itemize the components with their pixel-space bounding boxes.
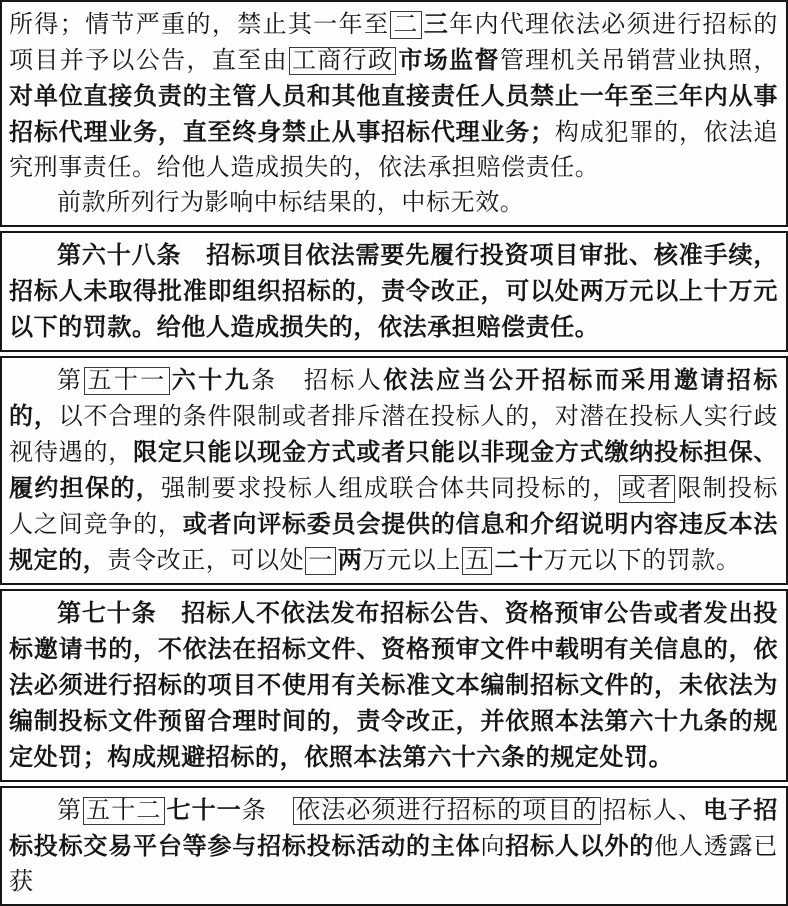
paragraph — [9, 363, 778, 579]
regular-text: 条 — [241, 798, 293, 824]
deleted-text-boxed: 五 — [462, 547, 493, 575]
added-text: 或者向评标委员会提供的信息和介绍说明内容违反本法规定的， — [9, 511, 779, 574]
regular-text: 所得；情节严重的，禁止其一年至 — [9, 12, 390, 38]
regular-text: 责令改正，可以处 — [107, 548, 305, 574]
paragraph — [9, 793, 778, 900]
regular-text: 强制要求投标人组成联合体共同投标的， — [161, 476, 618, 502]
paragraph — [9, 596, 778, 776]
added-text: 二十 — [494, 547, 544, 574]
regular-text: 万元以上 — [362, 548, 461, 574]
regular-text: 他人透露已获 — [9, 834, 778, 895]
regular-text: 第 — [57, 798, 83, 824]
added-text: 对单位直接负责的主管人员和其他直接责任人员禁止一年至三年内从事招标代理业务，直至终身禁止从事招标代理业务； — [9, 83, 778, 146]
law-section-row — [0, 589, 788, 782]
regular-text: 向 — [480, 834, 506, 860]
added-text: 限定只能以现金方式或者只能以非现金方式缴纳投标担保、履约担保的， — [9, 439, 779, 502]
regular-text: 招标人、 — [602, 798, 704, 824]
regular-text: 前款所列行为影响中标结果的，中标无效。 — [57, 190, 525, 216]
added-text: 电子招标投标交易平台等参与招标投标活动的主体 — [9, 797, 778, 860]
law-section-row — [0, 0, 788, 227]
added-text: 六十九 — [171, 367, 252, 394]
regular-text: 第 — [57, 368, 84, 394]
law-section-row — [0, 356, 788, 585]
regular-text: 条 招标人 — [251, 368, 384, 394]
regular-text: 管理机关吊销营业执照， — [499, 48, 778, 74]
deleted-text-boxed: 五十一 — [84, 367, 169, 395]
added-text: 招标人以外的 — [505, 833, 655, 860]
added-text: 第七十条 招标人不依法发布招标公告、资格预审公告或者发出投标邀请书的，不依法在招标文件、资格预审文件中载明有关信息的，依法必须进行招标的项目不使用有关标准文本编制招标文件的，未依法为编制投标文件预留合理时间的，责令改正，并依照本法第六十九条的规定处罚；构成规避招标的，依照本法第六十六条的规定处罚。 — [9, 600, 778, 771]
law-section-row — [0, 786, 788, 906]
added-text: 依法应当公开招标而采用邀请招标的， — [9, 367, 778, 430]
added-text: 第六十八条 招标项目依法需要先履行投资项目审批、核准手续，招标人未取得批准即组织招标的，责令改正，可以处两万元以上十万元以下的罚款。给他人造成损失的，依法承担赔偿责任。 — [9, 242, 778, 341]
law-section-row — [0, 231, 788, 352]
deleted-text-boxed: 五十二 — [83, 797, 164, 825]
added-text: 三 — [423, 11, 450, 38]
added-text: 市场监督 — [398, 47, 500, 74]
deleted-text-boxed: 一 — [305, 547, 336, 575]
regular-text: 构成犯罪的，依法追究刑事责任。给他人造成损失的，依法承担赔偿责任。 — [9, 120, 778, 181]
regular-text: 限制投标人之间竞争的， — [9, 476, 778, 538]
paragraph — [9, 7, 778, 186]
regular-text: 万元以下的罚款。 — [543, 548, 741, 574]
deleted-text-boxed: 依法必须进行招标的项目的 — [293, 797, 600, 825]
regular-text: 年内代理依法必须进行招标的项目并予以公告，直至由 — [9, 12, 778, 74]
paragraph — [9, 238, 778, 346]
deleted-text-boxed: 工商行政 — [289, 47, 396, 75]
deleted-text-boxed: 或者 — [619, 475, 676, 503]
paragraph — [9, 186, 778, 221]
added-text: 两 — [337, 547, 363, 574]
deleted-text-boxed: 二 — [390, 11, 421, 39]
regular-text: 以不合理的条件限制或者排斥潜在投标人的，对潜在投标人实行歧视待遇的， — [9, 404, 779, 466]
added-text: 七十一 — [166, 797, 242, 824]
